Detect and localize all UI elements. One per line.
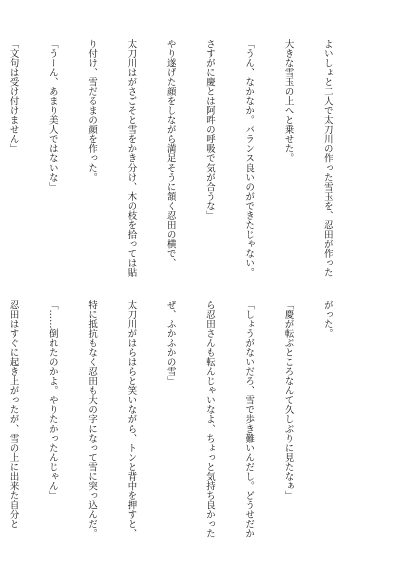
text-line: 「慶が転ぶところなんて久しぶりに見たなぁ」 [282, 300, 294, 501]
text-line: よいしょと二人で太刀川の作った雪玉を、忍田が作った [321, 39, 333, 278]
text-line: 「しょうがないだろ、雪で歩き難いんだし。どうせだか [243, 300, 255, 539]
text-line: 忍田はすぐに起き上がったが、雪の上に出来た自分と [7, 300, 19, 529]
text-line: り付け、雪だるまの顔を作った。 [86, 39, 98, 183]
text-line: 「文句は受け付けません」 [7, 39, 19, 154]
upper-text-block [7, 39, 360, 279]
text-line: 「……倒れたのかよ。やりたかったんじゃん」 [46, 300, 58, 501]
text-line: 「うーん、あまり美人ではないな」 [46, 39, 58, 192]
text-line: 太刀川はがさごそと雪をかき分け、木の枝を拾っては貼 [125, 39, 137, 278]
text-line: ら忍田さんも転んじゃいなよ、ちょっと気持ち良かった [203, 300, 215, 539]
lower-text-block [7, 300, 360, 540]
text-line: がった。 [321, 300, 333, 339]
text-line: 「うん、なかなか。バランス良いのができたじゃない。 [243, 39, 255, 278]
text-line: 大きな雪玉の上へと乗せた。 [282, 39, 294, 164]
text-line: ぜ、ふかふかの雪」 [164, 300, 176, 386]
text-line: 太刀川がはらはらと笑いながら、トンと背中を押すと、 [125, 300, 137, 539]
text-line: 特に抵抗もなく忍田も大の字になって雪に突っ込んだ。 [86, 300, 98, 539]
text-line: さすがに慶とは阿吽の呼吸で気が合うな」 [203, 39, 215, 221]
text-line: やり遂げた顔をしながら満足そうに頷く忍田の横で、 [164, 39, 176, 268]
